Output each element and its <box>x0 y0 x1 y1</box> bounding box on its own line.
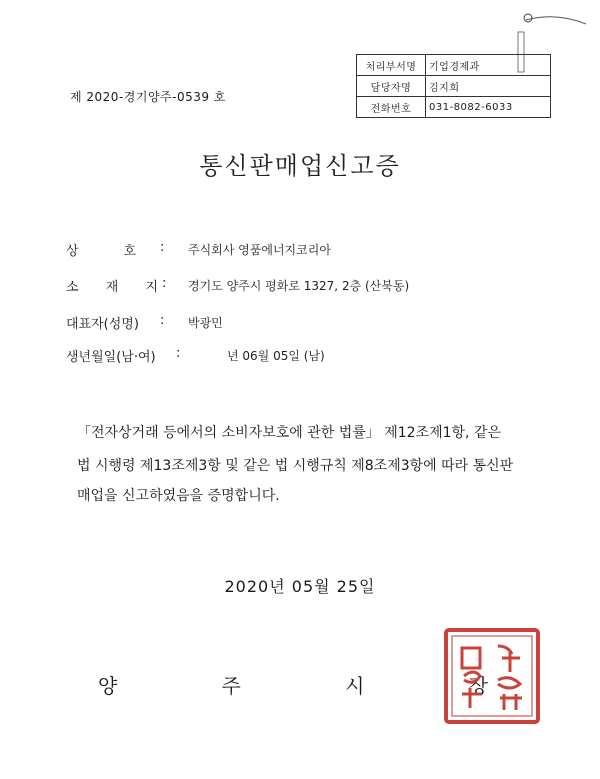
certificate-text-line-3: 매업을 신고하였음을 증명합니다. <box>77 488 280 504</box>
representative-label: 대표자(성명) <box>66 317 139 332</box>
phone-value: 031-8082-6033 <box>426 97 551 118</box>
issuer-name: 양 주 시 장 <box>98 674 488 698</box>
issue-date: 2020년 05월 25일 <box>224 577 376 596</box>
table-row <box>357 55 551 76</box>
representative-value: 박광민 <box>188 316 223 330</box>
colon: : <box>160 313 165 328</box>
certificate-text-line-1: 「전자상거래 등에서의 소비자보호에 관한 법률」 제12조제1항, 같은 <box>77 425 501 441</box>
approval-table <box>356 54 551 118</box>
certificate-text-line-2: 법 시행령 제13조제3항 및 같은 법 시행규칙 제8조제3항에 따라 통신판 <box>77 458 514 474</box>
colon: : <box>160 240 165 255</box>
document-number: 제 2020-경기양주-0539 호 <box>70 90 226 104</box>
page-title: 통신판매업신고증 <box>199 152 401 180</box>
colon: : <box>162 276 167 291</box>
official-seal-icon <box>440 624 544 728</box>
manager-label: 담당자명 <box>357 76 426 97</box>
table-row <box>357 97 551 118</box>
phone-label: 전화번호 <box>357 97 426 118</box>
colon: : <box>176 346 181 361</box>
trade-name-value: 주식회사 영품에너지코리아 <box>188 243 331 257</box>
birth-label: 생년월일(남·여) <box>66 350 156 365</box>
table-row <box>357 76 551 97</box>
manager-value: 김지희 <box>426 76 551 97</box>
dept-label: 처리부서명 <box>357 55 426 76</box>
birth-value: 년 06월 05일 (남) <box>227 349 325 363</box>
trade-name-label: 상 호 <box>66 244 136 259</box>
address-label: 소 재 지 <box>66 280 158 295</box>
dept-value: 기업경제과 <box>426 55 551 76</box>
address-value: 경기도 양주시 평화로 1327, 2층 (산북동) <box>188 279 410 293</box>
